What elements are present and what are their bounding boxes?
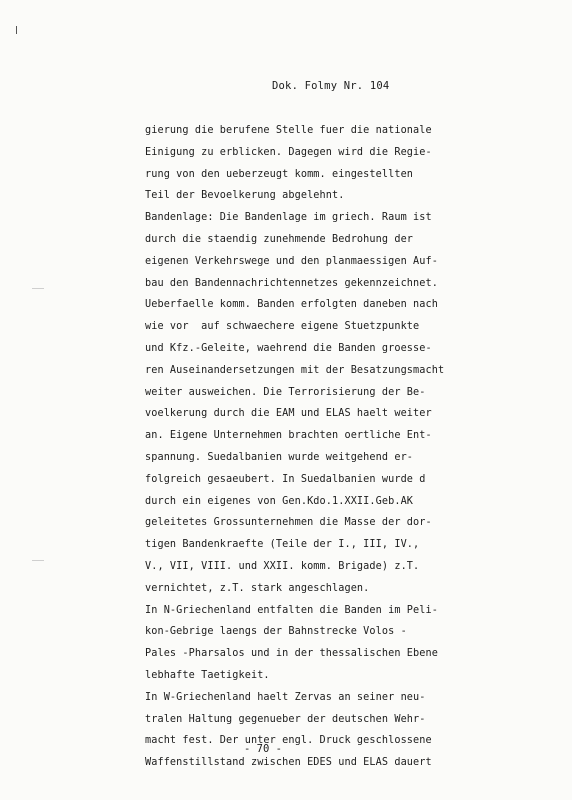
text-line: durch ein eigenes von Gen.Kdo.1.XXII.Geb.AK [145, 495, 414, 507]
text-line: Ueberfaelle komm. Banden erfolgten daneben nach [145, 299, 438, 311]
text-line: an. Eigene Unternehmen brachten oertliche Ent- [145, 430, 432, 442]
text-line: vernichtet, z.T. stark angeschlagen. [145, 582, 370, 594]
punch-hole-mark [32, 560, 44, 561]
text-line: folgreich gesaeubert. In Suedalbanien wurde d [145, 473, 426, 485]
text-line: kon-Gebrige laengs der Bahnstrecke Volos - [145, 626, 407, 638]
text-line: durch die staendig zunehmende Bedrohung der [145, 233, 414, 245]
text-line: Pales -Pharsalos und in der thessalischen Ebene [145, 648, 438, 660]
text-line: V., VII, VIII. und XXII. komm. Brigade) z.T. [145, 560, 420, 572]
text-line: und Kfz.-Geleite, waehrend die Banden groesse- [145, 342, 432, 354]
text-line: Bandenlage: Die Bandenlage im griech. Raum ist [145, 212, 432, 224]
text-line: geleitetes Grossunternehmen die Masse der dor- [145, 517, 432, 529]
document-body [145, 120, 445, 774]
text-line: gierung die berufene Stelle fuer die nationale [145, 125, 432, 136]
text-line: Waffenstillstand zwischen EDES und ELAS dauert [145, 757, 432, 769]
text-line: eigenen Verkehrswege und den planmaessigen Auf- [145, 255, 438, 267]
text-line: weiter ausweichen. Die Terrorisierung der Be- [145, 386, 426, 398]
text-line: voelkerung durch die EAM und ELAS haelt weiter [145, 408, 432, 420]
text-line: wie vor auf schwaechere eigene Stuetzpunkte [145, 321, 420, 333]
text-line: tigen Bandenkraefte (Teile der I., III, IV., [145, 539, 420, 551]
text-line: bau den Bandennachrichtennetzes gekennzeichnet. [145, 277, 438, 289]
page-number: - 70 - [244, 743, 282, 755]
text-line: Teil der Bevoelkerung abgelehnt. [145, 190, 345, 202]
text-line: lebhafte Taetigkeit. [145, 669, 270, 681]
text-line: ren Auseinandersetzungen mit der Besatzungsmacht [145, 364, 445, 376]
document-reference: Dok. Folmy Nr. 104 [272, 80, 390, 92]
text-line: spannung. Suedalbanien wurde weitgehend er- [145, 451, 414, 463]
text-line: rung von den ueberzeugt komm. eingestellten [145, 168, 414, 180]
text-line: Einigung zu erblicken. Dagegen wird die Regie- [145, 146, 432, 158]
punch-hole-mark [32, 288, 44, 289]
text-line: In N-Griechenland entfalten die Banden im Peli- [145, 604, 438, 616]
margin-mark [16, 26, 17, 34]
text-line: In W-Griechenland haelt Zervas an seiner neu- [145, 691, 426, 703]
text-line: tralen Haltung gegenueber der deutschen Wehr- [145, 713, 426, 725]
text-line: macht fest. Der unter engl. Druck geschlossene [145, 735, 432, 747]
